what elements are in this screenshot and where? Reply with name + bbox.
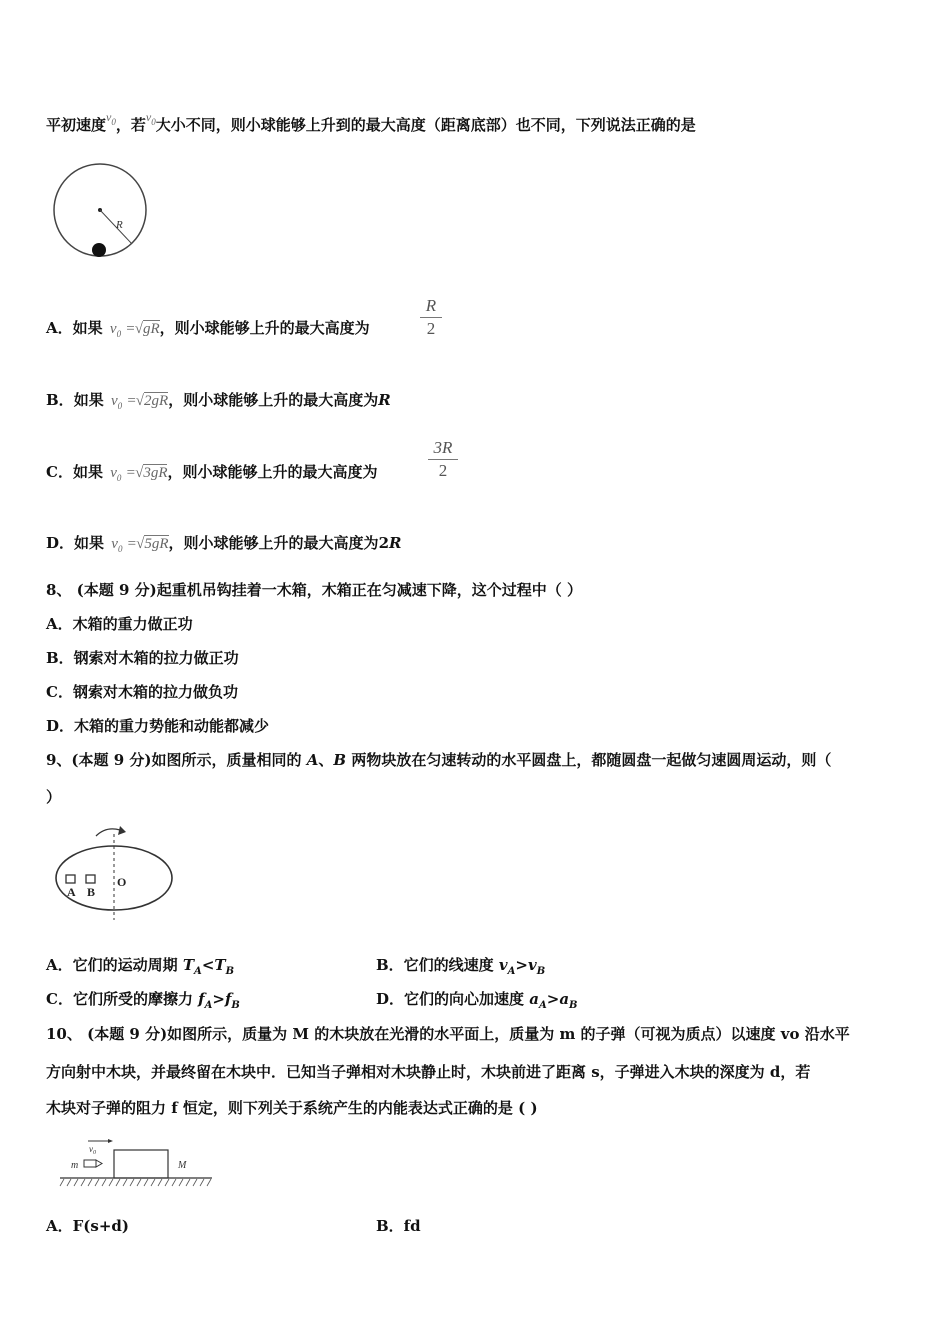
q7-c-fraction	[428, 438, 458, 481]
q9-stem-a: A	[306, 751, 319, 769]
q9-option-d	[376, 989, 578, 1012]
q7-a-sqrt: gR	[143, 321, 160, 337]
ball	[92, 243, 106, 257]
q9-a-lsub: A	[194, 966, 202, 977]
label-b: B	[87, 885, 96, 899]
q7-d-v: v	[111, 536, 118, 552]
q9-d-rhs: a	[559, 990, 570, 1008]
q7-d-v0	[111, 536, 122, 552]
q9-c-lhs: f	[198, 990, 205, 1008]
q7-b-letter: B．	[46, 391, 74, 409]
q7-v0-symbol	[106, 110, 116, 127]
q10-line-3: 木块对子弹的阻力 f 恒定，则下列关于系统产生的内能表达式正确的是 ( )	[46, 1099, 538, 1117]
bullet-tip	[96, 1160, 102, 1167]
q7-a-suffix: ，则小球能够上升的最大高度为	[159, 319, 370, 337]
q9-c-label: C．它们所受的摩擦力	[46, 990, 199, 1008]
q7-c-frac-den: 2	[438, 461, 448, 480]
q9-d-lsub: A	[538, 1000, 547, 1011]
q9-b-rsub: B	[536, 966, 546, 977]
velocity-arrowhead-icon	[108, 1139, 113, 1143]
q9-a-rsub: B	[225, 966, 235, 977]
q9-stem-close: ）	[46, 788, 62, 806]
q7-a-eq: =√	[126, 321, 143, 337]
q7-option-d	[46, 533, 401, 555]
block-b	[86, 875, 95, 883]
q9-d-label: D．它们的向心加速度	[376, 990, 530, 1008]
q9-c-rsub: B	[231, 1000, 240, 1011]
q7-v0-sub: 0	[111, 117, 116, 127]
q9-option-c	[46, 989, 240, 1012]
q10-option-a: A．F(s+d)	[46, 1217, 129, 1235]
q7-c-v0	[110, 465, 121, 481]
q7-b-eq: =√	[127, 393, 145, 409]
wood-block	[114, 1150, 168, 1178]
q7-b-v: v	[110, 393, 118, 409]
q7-d-suffix: ，则小球能够上升的最大高度为	[168, 534, 379, 552]
q8-stem: 8、 (本题 9 分)起重机吊钩挂着一木箱，木箱正在匀减速下降，这个过程中（ ）	[46, 581, 582, 599]
q9-turntable-figure	[54, 824, 176, 920]
q9-a-op: <	[201, 956, 215, 974]
q7-c-eq: =√	[126, 465, 144, 481]
q7-a-v-sub: 0	[116, 329, 122, 339]
q9-b-rhs: v	[527, 956, 537, 974]
q7-option-b	[46, 390, 391, 412]
q9-b-label: B．它们的线速度	[376, 956, 499, 974]
q9-c-op: >	[212, 990, 225, 1008]
q7-option-a	[46, 318, 370, 340]
q9-option-a	[46, 955, 234, 978]
velocity-v: v	[89, 1144, 93, 1154]
q7-b-sqrt: 2gR	[144, 393, 169, 409]
q9-b-lhs: v	[498, 956, 508, 974]
rotation-arrow-icon	[96, 829, 120, 836]
q9-c-rhs: f	[224, 990, 232, 1008]
label-o: O	[117, 875, 127, 889]
q7-circle-figure	[50, 164, 150, 260]
q7-d-answer-num: 2	[378, 534, 389, 552]
q8-option-b: B．钢索对木箱的拉力做正功	[46, 649, 239, 667]
q7-b-suffix: ，则小球能够上升的最大高度为	[168, 391, 379, 409]
q9-a-lhs: T	[182, 956, 195, 974]
q7-d-sqrt: 5gR	[144, 536, 169, 552]
q7-c-v-sub: 0	[116, 473, 122, 483]
q9-c-lsub: A	[204, 1000, 213, 1011]
q9-stem-sep: 、	[318, 751, 334, 769]
q7-d-v-sub: 0	[117, 544, 123, 554]
q7-b-v0	[111, 393, 122, 409]
q7-c-frac-bar	[428, 459, 458, 460]
q9-stem-b: B	[333, 751, 347, 769]
q9-d-rsub: B	[569, 1000, 578, 1011]
q7-c-frac-num: 3R	[433, 438, 453, 457]
q9-stem-pre: 9、(本题 9 分)如图所示，质量相同的	[46, 751, 307, 769]
q7-b-v-sub: 0	[117, 401, 123, 411]
q7-c-sqrt: 3gR	[143, 465, 168, 481]
label-a: A	[67, 885, 76, 899]
q7-intro-end: 大小不同，则小球能够上升到的最大高度（距离底部）也不同，下列说法正确的是	[155, 116, 696, 134]
q7-a-prefix: 如果	[72, 319, 103, 337]
velocity-label	[89, 1144, 96, 1156]
q7-c-v: v	[110, 465, 117, 481]
q7-a-letter: A．	[46, 319, 73, 337]
q7-intro	[46, 110, 696, 137]
q9-stem-post: 两物块放在匀速转动的水平圆盘上，都随圆盘一起做匀速圆周运动，则（	[346, 751, 832, 769]
q9-stem	[46, 750, 831, 770]
bullet-mass-label: m	[71, 1160, 79, 1171]
q7-d-letter: D．	[46, 534, 75, 552]
q9-b-lsub: A	[507, 966, 516, 977]
q7-d-prefix: 如果	[74, 534, 105, 552]
q7-a-v: v	[109, 321, 117, 337]
q7-v0-v-2: v	[145, 110, 152, 124]
q7-v0-symbol-2	[145, 110, 156, 127]
q7-d-eq: =√	[127, 536, 145, 552]
block-a	[66, 875, 75, 883]
q10-line-2: 方向射中木块，并最终留在木块中．已知当子弹相对木块静止时，木块前进了距离 s，子弹进入木块的深度为 d，若	[46, 1063, 811, 1081]
q7-a-frac-bar	[420, 317, 442, 318]
q9-option-b	[376, 955, 545, 978]
q9-b-op: >	[515, 956, 528, 974]
ground-hatching	[60, 1179, 211, 1186]
block-mass-label: M	[178, 1160, 187, 1171]
q7-a-frac-den: 2	[426, 319, 436, 338]
q9-a-rhs: T	[214, 956, 226, 974]
q9-a-label: A．它们的运动周期	[46, 956, 183, 974]
q7-a-fraction	[420, 296, 442, 339]
q8-option-d: D．木箱的重力势能和动能都减少	[46, 717, 270, 735]
q10-bullet-block-figure	[58, 1136, 214, 1192]
q7-c-prefix: 如果	[72, 463, 103, 481]
q7-b-prefix: 如果	[73, 391, 104, 409]
q9-d-lhs: a	[529, 990, 539, 1008]
velocity-sub: 0	[93, 1150, 96, 1156]
q7-intro-text: 平初速度	[46, 116, 107, 134]
q8-option-c: C．钢索对木箱的拉力做负功	[46, 683, 238, 701]
q7-d-answer: R	[389, 534, 402, 552]
q7-b-answer: R	[378, 391, 391, 409]
q7-a-frac-num: R	[425, 296, 437, 315]
q7-c-letter: C．	[46, 463, 73, 481]
q7-v0-sub-2: 0	[151, 117, 156, 127]
q10-line-1: 10、 (本题 9 分)如图所示，质量为 M 的木块放在光滑的水平面上，质量为 m 的子弹（可视为质点）以速度 vo 沿水平	[46, 1025, 850, 1043]
radius-label: R	[116, 219, 123, 231]
q7-intro-mid: ，若	[115, 116, 146, 134]
q7-option-c	[46, 462, 378, 484]
rotation-arrowhead-icon	[118, 826, 126, 835]
q10-option-b: B．fd	[376, 1217, 421, 1235]
q8-option-a: A．木箱的重力做正功	[46, 615, 193, 633]
q7-c-suffix: ，则小球能够上升的最大高度为	[167, 463, 378, 481]
q7-a-v0	[110, 321, 121, 337]
q7-v0-v: v	[106, 110, 112, 124]
bullet	[84, 1160, 96, 1167]
q9-d-op: >	[546, 990, 560, 1008]
